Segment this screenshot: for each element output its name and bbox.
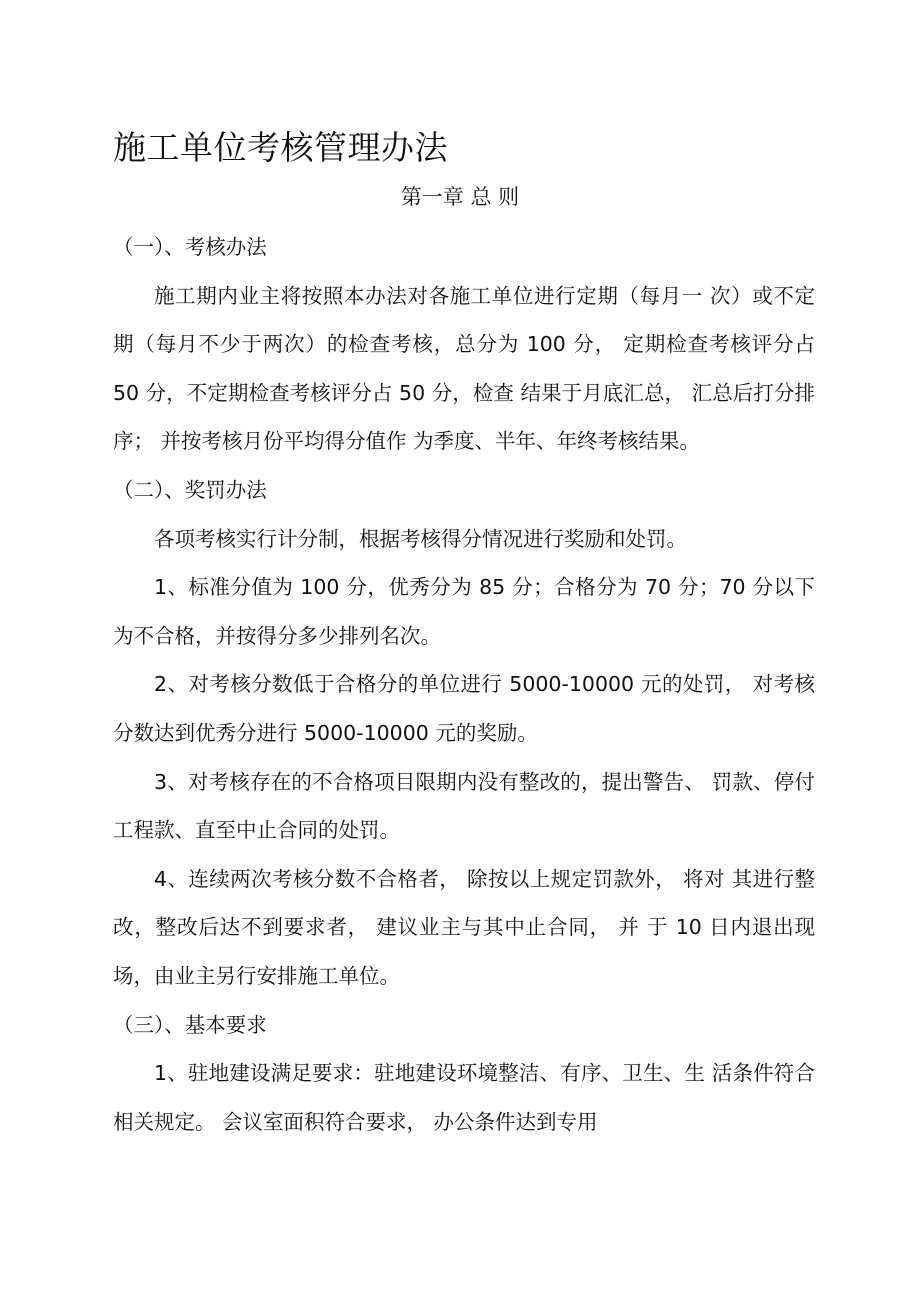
paragraph: 1、标准分值为 100 分，优秀分为 85 分；合格分为 70 分；70 分以下为不合格，并按得分多少排列名次。 xyxy=(113,575,815,648)
paragraph: 2、对考核分数低于合格分的单位进行 5000-10000 元的处罚， 对考核分数达到优秀分进行 5000-10000 元的奖励。 xyxy=(113,672,815,745)
section-heading: （三）、基本要求 xyxy=(113,1012,267,1037)
section-basic-requirements xyxy=(113,1001,815,1147)
paragraph: 4、连续两次考核分数不合格者， 除按以上规定罚款外， 将对 其进行整改，整改后达不到要求者， 建议业主与其中止合同， 并 于 10 日内退出现场，由业主另行安排施工单位。 xyxy=(113,866,815,988)
document-body xyxy=(113,223,815,1146)
section-heading: （二）、奖罚办法 xyxy=(113,477,267,502)
paragraph: 1、驻地建设满足要求：驻地建设环境整洁、有序、卫生、生 活条件符合相关规定。 会议室面积符合要求， 办公条件达到专用 xyxy=(113,1061,815,1134)
paragraph: 3、对考核存在的不合格项目限期内没有整改的，提出警告、 罚款、停付工程款、直至中止合同的处罚。 xyxy=(113,769,815,843)
section-assessment-method xyxy=(113,223,815,466)
paragraph: 各项考核实行计分制，根据考核得分情况进行奖励和处罚。 xyxy=(154,526,687,551)
chapter-heading: 第一章 总 则 xyxy=(400,185,520,209)
document-title: 施工单位考核管理办法 xyxy=(113,128,448,167)
section-reward-penalty xyxy=(113,466,815,1001)
paragraph: 施工期内业主将按照本办法对各施工单位进行定期（每月一 次）或不定期（每月不少于两次）的检查考核，总分为 100 分， 定期检查考核评分占 50 分，不定期检查考核评分占 50 分，检查 结果于月底汇总， 汇总后打分排序； 并按考核月份平均得分值作 为季度、半年、年终考核结果。 xyxy=(113,283,815,454)
section-heading: （一）、考核办法 xyxy=(113,235,267,259)
